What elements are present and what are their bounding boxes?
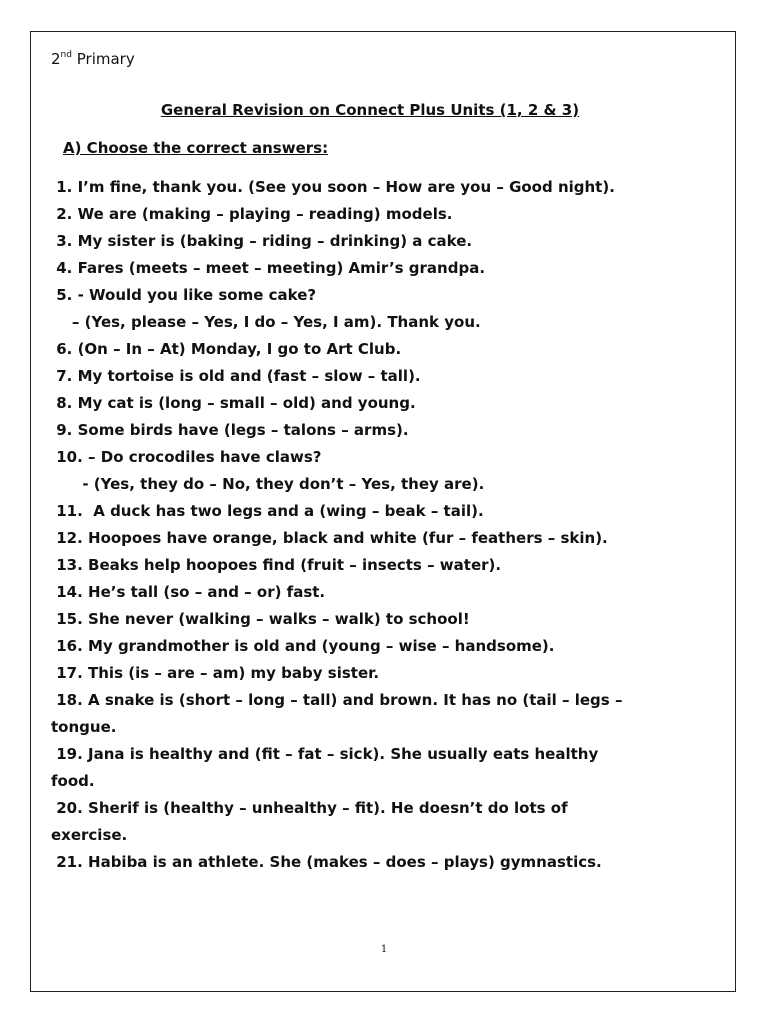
question-line: 4. Fares (meets – meet – meeting) Amir’s grandpa. [51, 259, 486, 277]
question-line: - (Yes, they do – No, they don’t – Yes, they are). [51, 475, 485, 493]
question-line: 3. My sister is (baking – riding – drinking) a cake. [51, 232, 473, 250]
question-line: 16. My grandmother is old and (young – wise – handsome). [51, 637, 555, 655]
question-line: 9. Some birds have (legs – talons – arms). [51, 421, 409, 439]
grade-label [51, 50, 135, 68]
question-line: 15. She never (walking – walks – walk) to school! [51, 610, 470, 628]
question-line: 14. He’s tall (so – and – or) fast. [51, 583, 326, 601]
question-line: 8. My cat is (long – small – old) and young. [51, 394, 416, 412]
question-line: 17. This (is – are – am) my baby sister. [51, 664, 380, 682]
question-line: 1. I’m fine, thank you. (See you soon – How are you – Good night). [51, 178, 615, 196]
question-line: 21. Habiba is an athlete. She (makes – does – plays) gymnastics. [51, 853, 602, 871]
page-number: 1 [380, 944, 388, 955]
grade-number: 2 [51, 50, 61, 68]
grade-suffix: nd [60, 50, 72, 60]
section-heading: A) Choose the correct answers: [63, 139, 329, 157]
question-line: exercise. [51, 826, 128, 844]
question-line: food. [51, 772, 95, 790]
question-line: 18. A snake is (short – long – tall) and brown. It has no (tail – legs – [51, 691, 623, 709]
question-list [51, 174, 691, 876]
question-line: – (Yes, please – Yes, I do – Yes, I am). Thank you. [51, 313, 481, 331]
question-line: 5. - Would you like some cake? [51, 286, 317, 304]
question-line: 19. Jana is healthy and (fit – fat – sick). She usually eats healthy [51, 745, 599, 763]
question-line: 10. – Do crocodiles have claws? [51, 448, 322, 466]
grade-text: Primary [76, 50, 135, 68]
question-line: tongue. [51, 718, 117, 736]
page-title: General Revision on Connect Plus Units (1, 2 & 3) [160, 101, 580, 119]
question-line: 7. My tortoise is old and (fast – slow – tall). [51, 367, 421, 385]
question-line: 13. Beaks help hoopoes find (fruit – insects – water). [51, 556, 502, 574]
question-line: 20. Sherif is (healthy – unhealthy – fit). He doesn’t do lots of [51, 799, 568, 817]
question-line: 12. Hoopoes have orange, black and white (fur – feathers – skin). [51, 529, 608, 547]
question-line: 6. (On – In – At) Monday, I go to Art Club. [51, 340, 402, 358]
question-line: 11. A duck has two legs and a (wing – beak – tail). [51, 502, 484, 520]
question-line: 2. We are (making – playing – reading) models. [51, 205, 453, 223]
